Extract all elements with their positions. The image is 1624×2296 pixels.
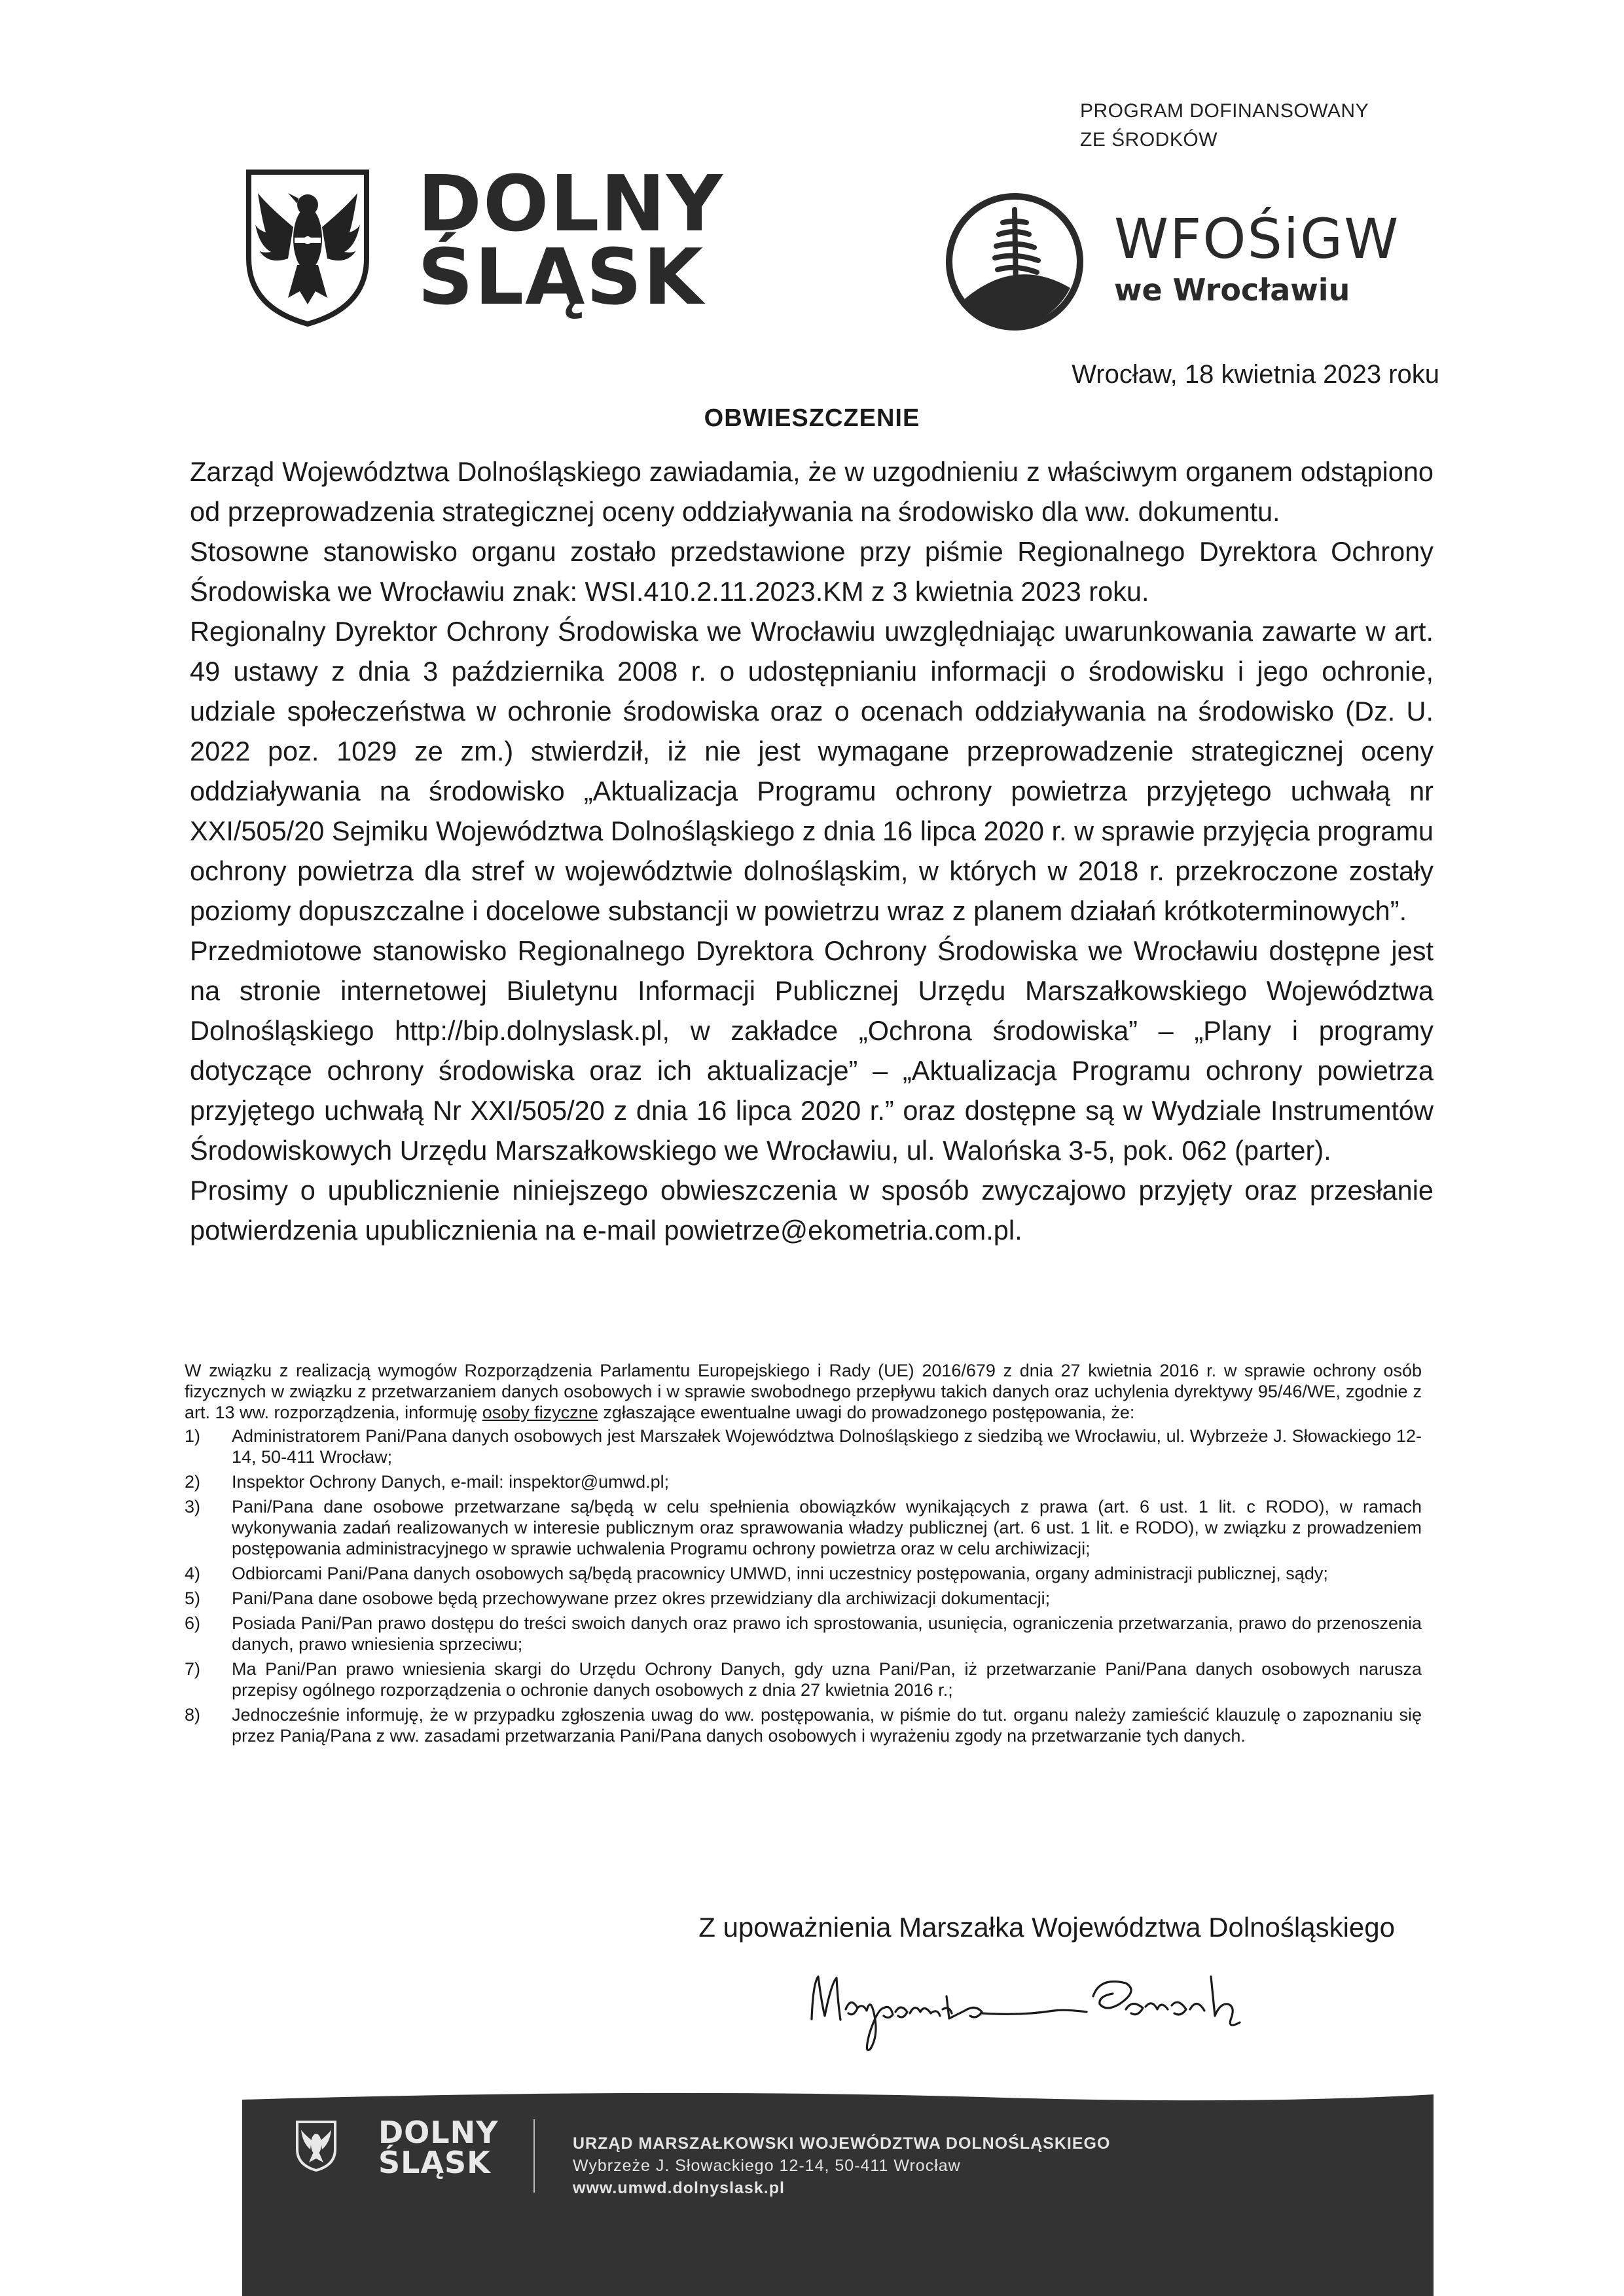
gdpr-item-number: 8)	[185, 1705, 201, 1725]
gdpr-item-number: 3)	[185, 1497, 201, 1516]
footer-logo-line-1: DOLNY	[378, 2115, 499, 2150]
gdpr-item-text: Pani/Pana dane osobowe będą przechowywane przez okres przewidziany dla archiwizacji dokumentacji;	[232, 1588, 1051, 1608]
wfosigw-logo	[943, 190, 1440, 334]
gdpr-item	[185, 1496, 1422, 1559]
footer-divider	[533, 2119, 535, 2193]
gdpr-item	[185, 1563, 1422, 1584]
body-paragraph-1: Zarząd Województwa Dolnośląskiego zawiadamia, że w uzgodnieniu z właściwym organem odstąpiono od przeprowadzenia strategicznej oceny oddziaływania na środowisko dla ww. dokumentu.	[190, 456, 1434, 527]
gdpr-item-number: 1)	[185, 1426, 201, 1446]
gdpr-intro-end: zgłaszające ewentualne uwagi do prowadzonego postępowania, że:	[603, 1403, 1135, 1422]
gdpr-item-text: Jednocześnie informuję, że w przypadku zgłoszenia uwag do ww. postępowania, w piśmie do tut. organu należy zamieścić klauzulę o zapoznaniu się przez Panią/Pana z ww. zasadami przetwarzania Pani/Pana danych osobowych i wyrażeniu zgody na przetwarzanie tych danych.	[232, 1705, 1422, 1746]
body-paragraph-3: Regionalny Dyrektor Ochrony Środowiska we Wrocławiu uwzględniając uwarunkowania zawarte w art. 49 ustawy z dnia 3 października 2008 r. o udostępnianiu informacji o środowisku i jego ochronie, udziale społeczeństwa w ochronie środowiska oraz o ocenach oddziaływania na środowisko (Dz. U. 2022 poz. 1029 ze zm.) stwierdził, iż nie jest wymagane przeprowadzenie strategicznej oceny oddziaływania na środowisko „Aktualizacja Programu ochrony powietrza przyjętego uchwałą nr XXI/505/20 Sejmiku Województwa Dolnośląskiego z dnia 16 lipca 2020 r. w sprawie przyjęcia programu ochrony powietrza dla stref w województwie dolnośląskim, w których w 2018 r. przekroczone zostały poziomy dopuszczalne i docelowe substancji w powietrzu wraz z planem działań krótkoterminowych”.	[190, 616, 1434, 926]
gdpr-item-text: Ma Pani/Pan prawo wniesienia skargi do Urzędu Ochrony Danych, gdy uzna Pani/Pan, iż przetwarzanie Pani/Pana danych osobowych narusza przepisy ogólnego rozporządzenia o ochronie danych osobowych z dnia 27 kwietnia 2016 r.;	[232, 1659, 1422, 1700]
gdpr-item-number: 5)	[185, 1588, 201, 1608]
footer-address: Wybrzeże J. Słowackiego 12-14, 50-411 Wrocław	[573, 2157, 961, 2175]
handwritten-signature	[785, 1957, 1309, 2055]
footer-organization	[573, 2132, 1110, 2199]
gdpr-item-text: Odbiorcami Pani/Pana danych osobowych są/będą pracownicy UMWD, inni uczestnicy postępowania, organy administracji publicznej, sądy;	[232, 1564, 1328, 1583]
gdpr-item-text: Inspektor Ochrony Danych, e-mail: inspektor@umwd.pl;	[232, 1472, 670, 1492]
program-note-line-2: ZE ŚRODKÓW	[1080, 129, 1218, 151]
footer-logo-line-2: ŚLĄSK	[378, 2145, 491, 2180]
program-note-line-1: PROGRAM DOFINANSOWANY	[1080, 100, 1369, 122]
wfosigw-city: we Wrocławiu	[1114, 272, 1350, 308]
footer-website-link[interactable]: www.umwd.dolnyslask.pl	[573, 2179, 785, 2197]
dolny-slask-wordmark	[418, 158, 724, 322]
dolny-slask-logo	[242, 158, 740, 331]
wfosigw-name: WFOŚiGW	[1114, 207, 1400, 271]
logo-line-1: DOLNY	[418, 158, 724, 249]
footer-eagle-shield-icon	[295, 2119, 338, 2172]
gdpr-item-number: 4)	[185, 1564, 201, 1583]
gdpr-item	[185, 1471, 1422, 1492]
tree-circle-icon	[943, 190, 1087, 334]
gdpr-item-number: 7)	[185, 1659, 201, 1679]
gdpr-list	[185, 1426, 1422, 1746]
footer-logo-wordmark	[378, 2117, 498, 2178]
body-paragraph-5: Prosimy o upublicznienie niniejszego obwieszczenia w sposób zwyczajowo przyjęty oraz przesłanie potwierdzenia upublicznienia na e-mail powietrze@ekometria.com.pl.	[190, 1175, 1434, 1246]
body-paragraph-4: Przedmiotowe stanowisko Regionalnego Dyrektora Ochrony Środowiska we Wrocławiu dostępne jest na stronie internetowej Biuletynu Informacji Publicznej Urzędu Marszałkowskiego Województwa Dolnośląskiego http://bip.dolnyslask.pl, w zakładce „Ochrona środowiska” – „Plany i programy dotyczące ochrony środowiska oraz ich aktualizacje” – „Aktualizacja Programu ochrony powietrza przyjętego uchwałą Nr XXI/505/20 z dnia 16 lipca 2020 r.” oraz dostępne są w Wydziale Instrumentów Środowiskowych Urzędu Marszałkowskiego we Wrocławiu, ul. Walońska 3-5, pok. 062 (parter).	[190, 935, 1434, 1166]
gdpr-item	[185, 1426, 1422, 1467]
footer-org-name: URZĄD MARSZAŁKOWSKI WOJEWÓDZTWA DOLNOŚLĄSKIEGO	[573, 2134, 1111, 2153]
place-date: Wrocław, 18 kwietnia 2023 roku	[1072, 360, 1439, 389]
document-title: OBWIESZCZENIE	[704, 404, 920, 432]
gdpr-intro	[185, 1360, 1422, 1423]
gdpr-intro-underlined: osoby fizyczne	[482, 1403, 598, 1422]
eagle-shield-icon	[242, 167, 373, 327]
gdpr-item	[185, 1704, 1422, 1746]
body-paragraph-2: Stosowne stanowisko organu zostało przedstawione przy piśmie Regionalnego Dyrektora Ochrony Środowiska we Wrocławiu znak: WSI.410.2.11.2023.KM z 3 kwietnia 2023 roku.	[190, 536, 1434, 607]
gdpr-item-number: 2)	[185, 1472, 201, 1492]
gdpr-item-text: Administratorem Pani/Pana danych osobowych jest Marszałek Województwa Dolnośląskiego z siedzibą we Wrocławiu, ul. Wybrzeże J. Słowackiego 12-14, 50-411 Wrocław;	[232, 1426, 1422, 1467]
gdpr-item-text: Posiada Pani/Pan prawo dostępu do treści swoich danych oraz prawo ich sprostowania, usunięcia, ograniczenia przetwarzania, prawo do przenoszenia danych, prawo wniesienia sprzeciwu;	[232, 1613, 1422, 1654]
gdpr-item	[185, 1588, 1422, 1609]
gdpr-item-text: Pani/Pana dane osobowe przetwarzane są/będą w celu spełnienia obowiązków wynikających z prawa (art. 6 ust. 1 lit. c RODO), w ramach wykonywania zadań realizowanych w interesie publicznym oraz sprawowania władzy publicznej (art. 6 ust. 1 lit. e RODO), w związku z prowadzeniem postępowania administracyjnego w sprawie uchwalenia Programu ochrony powietrza oraz w celu archiwizacji;	[232, 1497, 1422, 1558]
notice-body	[190, 452, 1434, 1250]
signing-authority: Z upoważnienia Marszałka Województwa Dolnośląskiego	[698, 1912, 1395, 1943]
gdpr-item	[185, 1659, 1422, 1700]
gdpr-item	[185, 1613, 1422, 1655]
gdpr-intro-text: W związku z realizacją wymogów Rozporządzenia Parlamentu Europejskiego i Rady (UE) 2016/679 z dnia 27 kwietnia 2016 r. w sprawie ochrony osób fizycznych w związku z przetwarzaniem danych osobowych i w sprawie swobodnego przepływu takich danych oraz uchylenia dyrektywy 95/46/WE, zgodnie z art. 13 ww. rozporządzenia, informuję	[185, 1361, 1422, 1422]
logo-line-2: ŚLĄSK	[418, 232, 704, 322]
program-note	[1080, 97, 1369, 154]
gdpr-item-number: 6)	[185, 1613, 201, 1633]
gdpr-clause	[185, 1360, 1422, 1750]
